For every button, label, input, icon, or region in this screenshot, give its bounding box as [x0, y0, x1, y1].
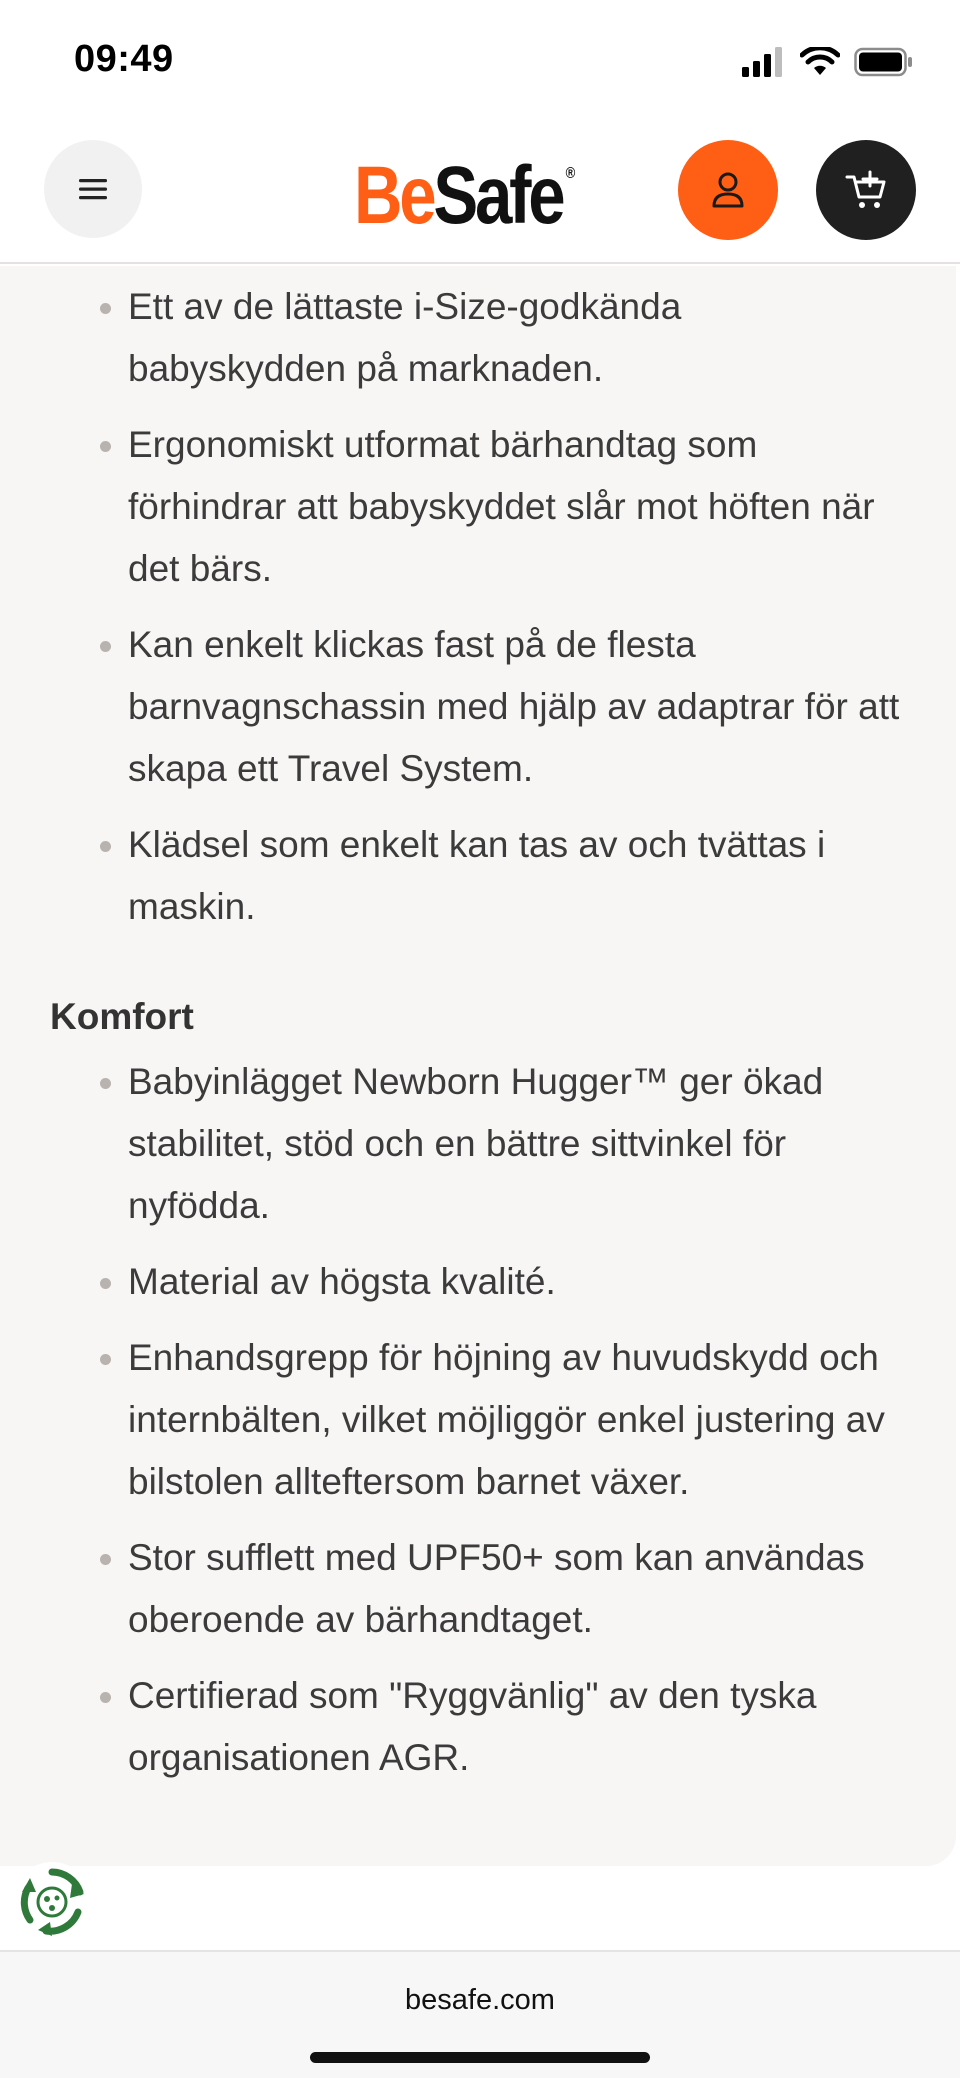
- account-button[interactable]: [678, 140, 778, 240]
- list-item: Enhandsgrepp för höjning av huvudskydd och internbälten, vilket möjliggör enkel justering av bilstolen allteftersom barnet växer.: [0, 1327, 956, 1513]
- user-icon: [710, 171, 746, 209]
- list-item: Ergonomiskt utformat bärhandtag som förhindrar att babyskyddet slår mot höften när det bärs.: [0, 414, 956, 600]
- cellular-signal-icon: [742, 47, 786, 77]
- status-icons: [742, 44, 914, 80]
- menu-button[interactable]: [44, 140, 142, 238]
- status-bar: [0, 0, 960, 124]
- list-item: Material av högsta kvalité.: [0, 1251, 956, 1313]
- site-header: [0, 124, 960, 264]
- cart-button[interactable]: [816, 140, 916, 240]
- list-item: Kan enkelt klickas fast på de flesta barnvagnschassin med hjälp av adaptrar för att skapa ett Travel System.: [0, 614, 956, 800]
- feature-list: [0, 276, 956, 952]
- besafe-logo[interactable]: [354, 149, 575, 239]
- wifi-icon: [800, 47, 840, 77]
- list-item: Certifierad som "Ryggvänlig" av den tyska organisationen AGR.: [0, 1665, 956, 1789]
- cart-add-icon: [844, 169, 888, 211]
- recycle-leaf-icon: [8, 1858, 96, 1946]
- list-item: Stor sufflett med UPF50+ som kan användas oberoende av bärhandtaget.: [0, 1527, 956, 1651]
- section-heading-komfort: Komfort: [50, 996, 194, 1037]
- hamburger-menu-icon: [77, 176, 109, 202]
- logo-text-safe: Safe: [433, 150, 563, 241]
- home-indicator[interactable]: [310, 2052, 650, 2063]
- browser-address-bar[interactable]: [0, 1950, 960, 2078]
- list-item: Babyinlägget Newborn Hugger™ ger ökad stabilitet, stöd och en bättre sittvinkel för nyfödda.: [0, 1051, 956, 1237]
- eco-badge[interactable]: [8, 1858, 96, 1946]
- list-item: Ett av de lättaste i-Size-godkända babyskydden på marknaden.: [0, 276, 956, 400]
- product-description: [0, 266, 956, 1866]
- comfort-list: [0, 1051, 956, 1803]
- list-item: Klädsel som enkelt kan tas av och tvättas i maskin.: [0, 814, 956, 938]
- battery-icon: [854, 47, 914, 77]
- url-text[interactable]: besafe.com: [405, 1984, 555, 2016]
- status-time: 09:49: [74, 38, 174, 80]
- logo-registered-mark: ®: [565, 165, 576, 182]
- logo-text-be: Be: [354, 150, 434, 241]
